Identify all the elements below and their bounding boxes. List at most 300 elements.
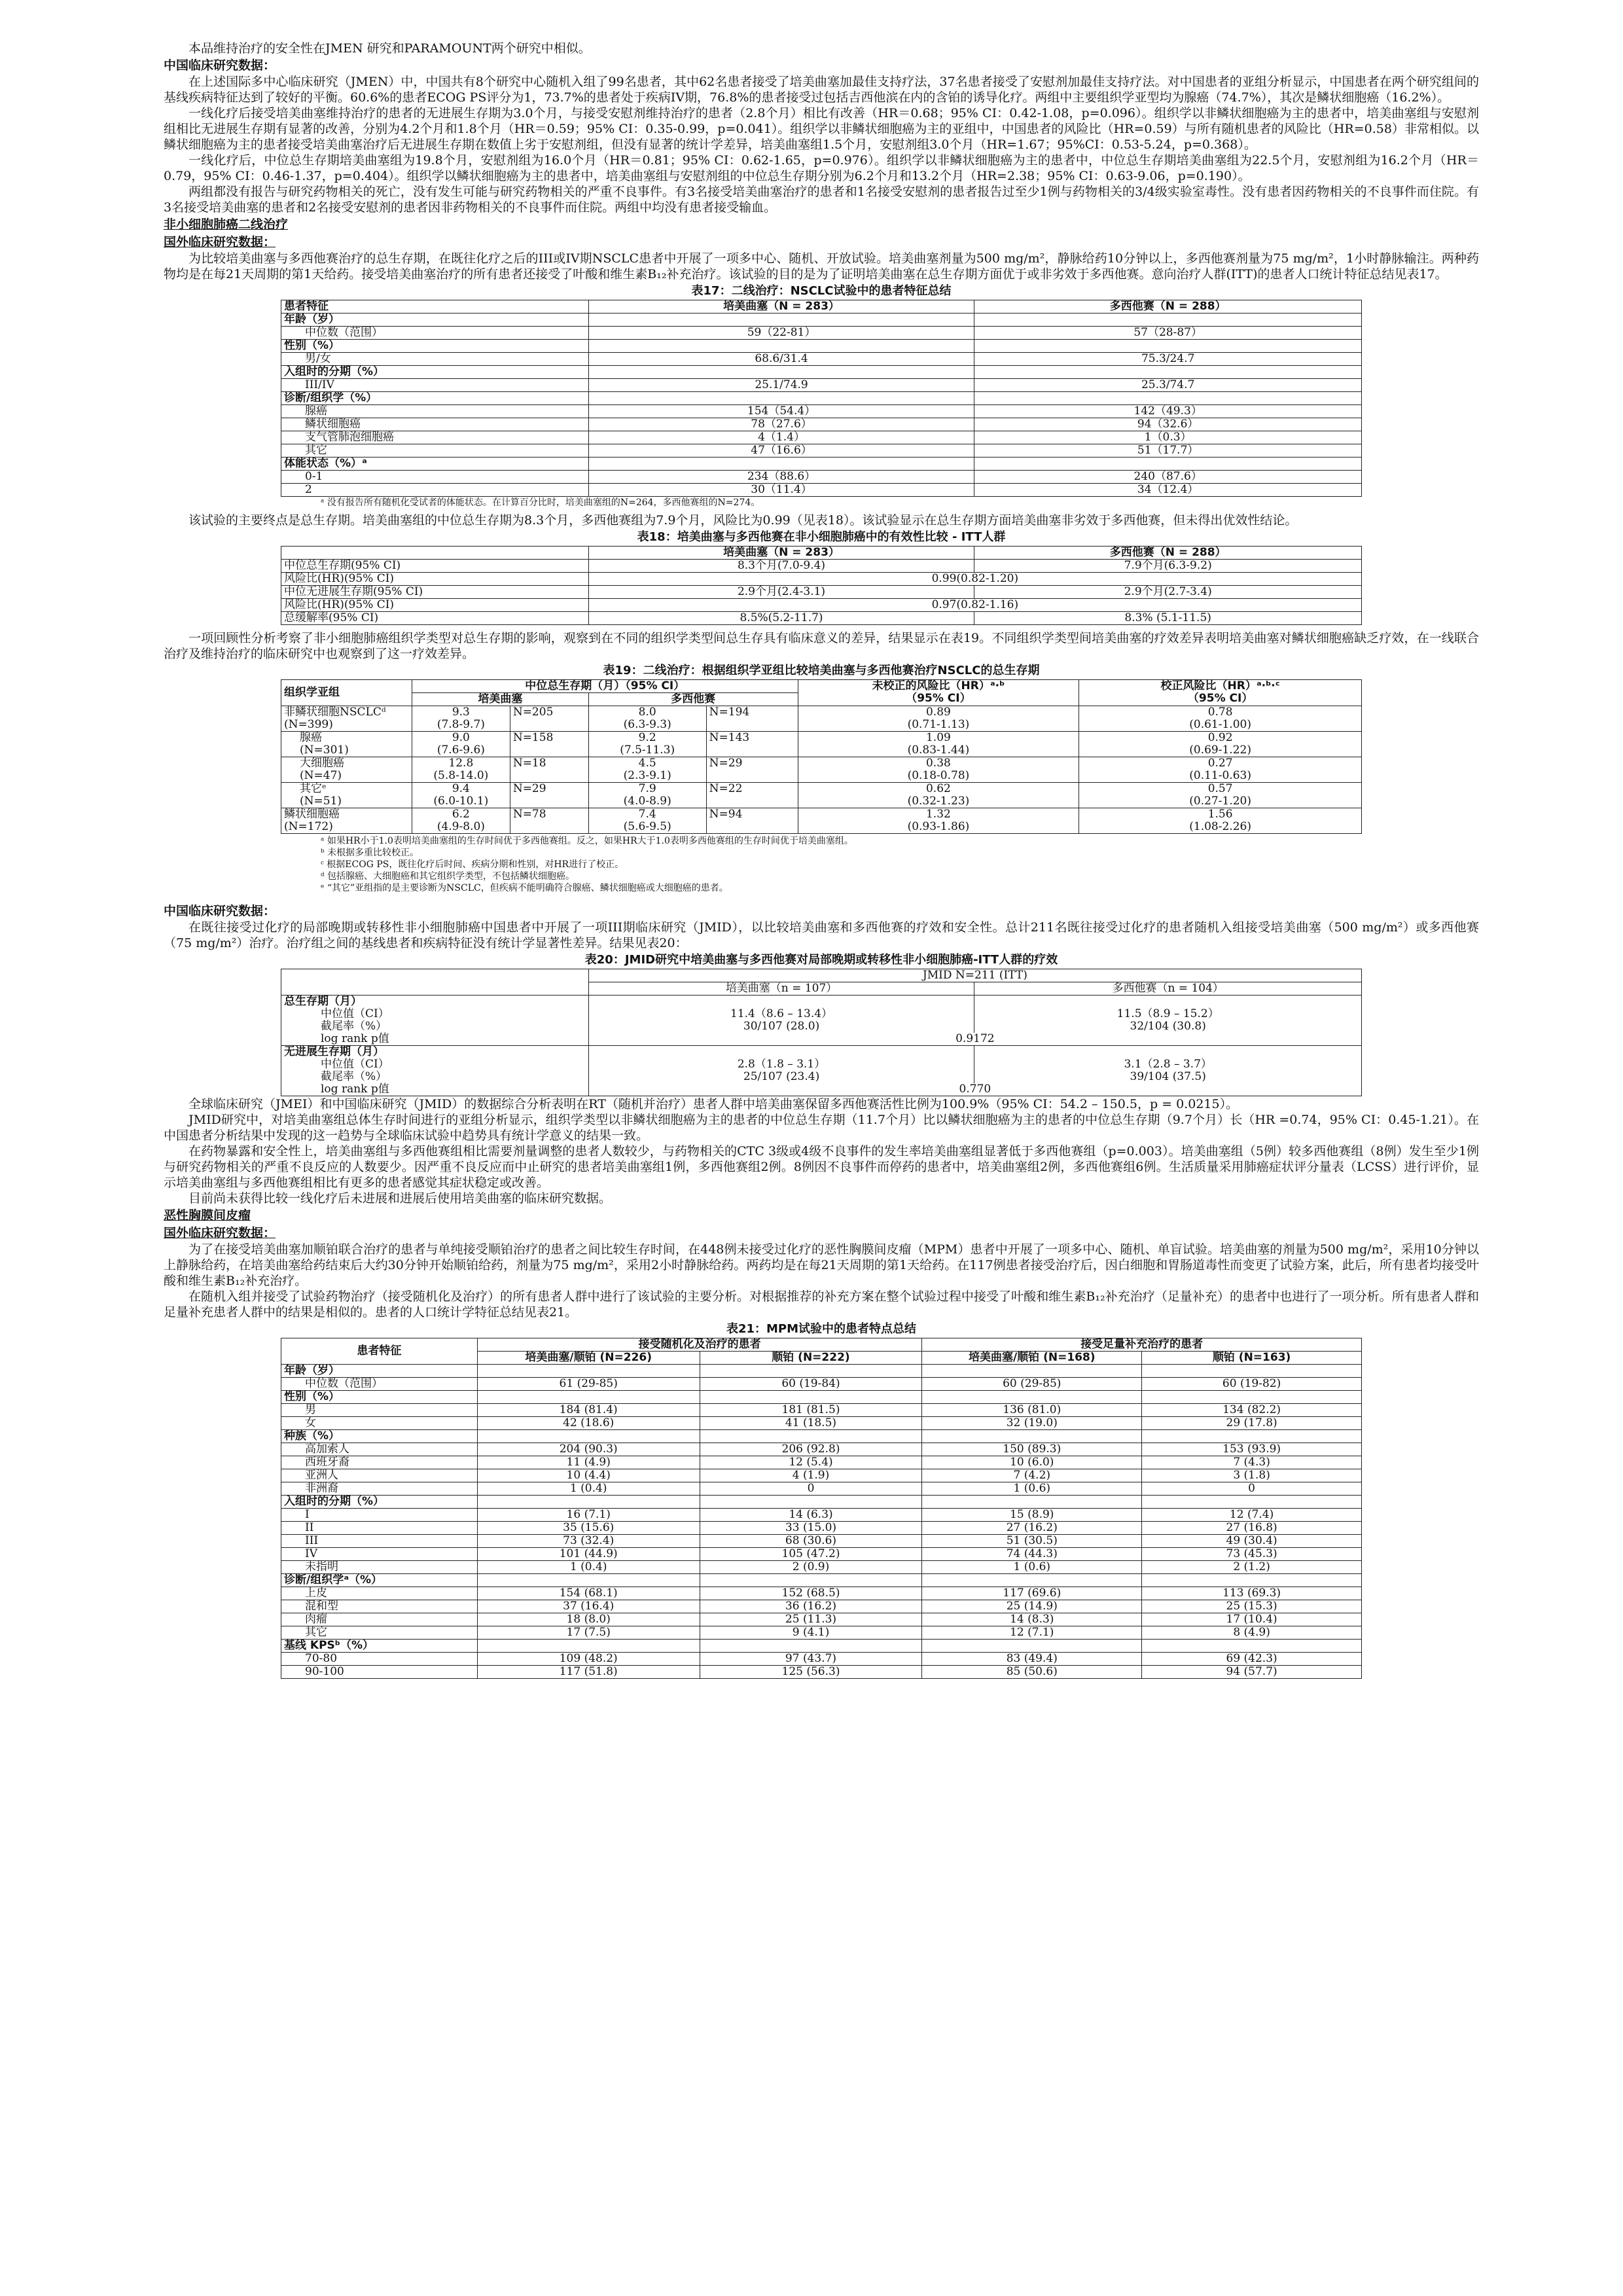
table17-pemetrexed-value: 4（1.4） (588, 431, 974, 444)
table-row (281, 757, 1362, 783)
table19-adjusted-hr: 1.56 (1.08-2.26) (1079, 808, 1362, 834)
table17-header-cell: 患者特征 (281, 300, 589, 314)
table21-row-label: 女 (281, 1417, 478, 1430)
table20-os-title: 总生存期（月） (281, 996, 589, 1009)
table21-value: 15 (8.9) (922, 1509, 1142, 1522)
table21-value: 134 (82.2) (1142, 1404, 1362, 1417)
table21-value: 3 (1.8) (1142, 1469, 1362, 1482)
table21-value: 4 (1.9) (700, 1469, 922, 1482)
table19-subgroup-label: 大细胞癌 (N=47) (281, 757, 412, 783)
table19-header-adjusted: 校正风险比（HR）ᵃ·ᵇ·ᶜ （95% CI） (1079, 680, 1362, 706)
table21-value: 61 (29-85) (477, 1378, 700, 1391)
table19-docetaxel-median: 7.4 (5.6-9.5) (588, 808, 706, 834)
heading-nsclc-second-line: 非小细胞肺癌二线治疗 (164, 217, 289, 232)
table21-value: 136 (81.0) (922, 1404, 1142, 1417)
table17-pemetrexed-value: 47（16.6） (588, 444, 974, 457)
table21-header-col: 顺铂 (N=163) (1142, 1352, 1362, 1365)
table-row (281, 573, 1362, 586)
china-data-paragraph: 两组都没有报告与研究药物相关的死亡，没有发生可能与研究药物相关的严重不良事件。有3名接受培美曲塞治疗的患者和1名接受安慰剂的患者报告过至少1例与药物相关的3/4级实验室毒性。没有患者因药物相关的不良事件而住院。有3名接受培美曲塞的患者和2名接受安慰剂的患者因非药物相关的不良事件而住院。两组中均没有患者接受输血。 (164, 185, 1479, 215)
table21-value (700, 1391, 922, 1404)
mpm-paragraph: 在随机入组并接受了试验药物治疗（接受随机化及治疗）的所有患者人群中进行了该试验的主要分析。对根据推荐的补充方案在整个试验过程中接受了叶酸和维生素B₁₂补充治疗（足量补充）的患者中也进行了一项分析。所有患者人群和足量补充患者人群中的结果是相似的。患者的人口统计学特征总结见表21。 (164, 1289, 1479, 1319)
table-row (281, 612, 1362, 625)
table21-value: 27 (16.8) (1142, 1522, 1362, 1535)
table17-docetaxel-value: 57（28-87） (974, 327, 1362, 340)
table17-pemetrexed-value (588, 392, 974, 405)
table21-header-randomized: 接受随机化及治疗的患者 (477, 1338, 922, 1352)
table21-value: 35 (15.6) (477, 1522, 700, 1535)
table21-section-label: 年龄（岁） (281, 1365, 478, 1378)
table21-value: 0 (700, 1482, 922, 1496)
table17-row-label: 其它 (281, 444, 589, 457)
table17-row-label: 中位数（范围） (281, 327, 589, 340)
jmid-discussion-paragraph: 目前尚未获得比较一线化疗后未进展和进展后使用培美曲塞的临床研究数据。 (188, 1191, 612, 1206)
table17-docetaxel-value (974, 392, 1362, 405)
table18-hazard-ratio: 0.99(0.82-1.20) (588, 573, 1361, 586)
table19-footnotes (164, 835, 1479, 894)
table-row (281, 1404, 1362, 1417)
table18-docetaxel-value: 2.9个月(2.7-3.4) (974, 586, 1362, 599)
table21-value: 33 (15.0) (700, 1522, 922, 1535)
table21-value: 73 (32.4) (477, 1535, 700, 1548)
table-row (281, 1482, 1362, 1496)
table21-value: 14 (8.3) (922, 1613, 1142, 1626)
table21-value: 109 (48.2) (477, 1653, 700, 1666)
jmid-discussion-paragraph: JMID研究中，对培美曲塞组总体生存时间进行的亚组分析显示，组织学类型以非鳞状细胞癌为主的患者的中位总生存期（11.7个月）比以鳞状细胞癌为主的患者的中位总生存期（9.7个月）长（HR =0.74，95% CI：0.45-1.21）。在中国患者分析结果中发现的这一趋势与全球临床试验中趋势具有统计学意义的结果一致。 (164, 1113, 1479, 1143)
table20-os-p-label: log rank p值 (281, 1033, 589, 1046)
table21-value (1142, 1496, 1362, 1509)
table21-value: 2 (1.2) (1142, 1561, 1362, 1574)
table17-followup-paragraph: 该试验的主要终点是总生存期。培美曲塞组的中位总生存期为8.3个月，多西他赛组为7.9个月，风险比为0.99（见表18）。该试验显示在总生存期方面培美曲塞非劣效于多西他赛，但未得出优效性结论。 (188, 513, 1298, 528)
table21-value (477, 1496, 700, 1509)
table21-value: 12 (7.4) (1142, 1509, 1362, 1522)
table21-value: 117 (69.6) (922, 1587, 1142, 1600)
table21-value: 10 (4.4) (477, 1469, 700, 1482)
table17-pemetrexed-value: 78（27.6） (588, 418, 974, 431)
table21-header-characteristic: 患者特征 (281, 1338, 478, 1365)
table21-value (922, 1365, 1142, 1378)
table21-value (700, 1640, 922, 1653)
table17 (281, 300, 1362, 497)
table-row (281, 340, 1362, 353)
table20-header-jmid: JMID N=211 (ITT) (588, 969, 1361, 982)
table18-caption: 表18：培美曲塞与多西他赛在非小细胞肺癌中的有效性比较 - ITT人群 (637, 530, 1006, 544)
table21-value: 60 (19-82) (1142, 1378, 1362, 1391)
table19-header-pemetrexed: 培美曲塞 (412, 693, 588, 706)
table17-pemetrexed-value (588, 340, 974, 353)
table19-docetaxel-n: N=94 (706, 808, 798, 834)
table-row (281, 599, 1362, 612)
table-row (281, 732, 1362, 757)
table19-footnote: ᵈ 包括腺癌、大细胞癌和其它组织学类型，不包括鳞状细胞癌。 (321, 871, 575, 882)
table21-row-label: IV (281, 1548, 478, 1561)
table-row (281, 1613, 1362, 1626)
table21-value: 60 (29-85) (922, 1378, 1142, 1391)
table19-subgroup-label: 非鳞状细胞NSCLCᵈ (N=399) (281, 706, 412, 732)
table-row (281, 1417, 1362, 1430)
table-row (281, 1456, 1362, 1469)
table21-value: 7 (4.3) (1142, 1456, 1362, 1469)
china-data-paragraph: 一线化疗后接受培美曲塞维持治疗的患者的无进展生存期为3.0个月，与接受安慰剂维持治疗的患者（2.8个月）相比有改善（HR＝0.68；95% CI：0.42-1.08，p=0.096）。组织学以非鳞状细胞癌为主的患者中，培美曲塞组与安慰剂组相比无进展生存期有显著的改善，分别为4.2个月和1.8个月（HR＝0.59；95% CI：0.35-0.99，p=0.041）。组织学以非鳞状细胞癌为主的亚组中，中国患者的风险比（HR=0.59）与所有随机患者的风险比（HR=0.58）非常相似。以鳞状细胞癌为主的患者接受培美曲塞治疗后无进展生存期在数值上劣于安慰剂组，但没有显著的统计学差异，培美曲塞组1.5个月，安慰剂组3.0个月（HR=1.67；95%CI：0.53-5.24，p=0.368）。 (164, 106, 1479, 152)
table21-section-label: 入组时的分期（%） (281, 1496, 478, 1509)
table21-value: 125 (56.3) (700, 1666, 922, 1679)
table-row (281, 1469, 1362, 1482)
table21-row-label: 中位数（范围） (281, 1378, 478, 1391)
table21-value: 11 (4.9) (477, 1456, 700, 1469)
table21-value (1142, 1640, 1362, 1653)
table21-value: 83 (49.4) (922, 1653, 1142, 1666)
jmid-discussion-paragraph: 全球临床研究（JMEI）和中国临床研究（JMID）的数据综合分析表明在RT（随机并治疗）患者人群中培美曲塞保留多西他赛活性比例为100.9%（95% CI：54.2 – 150.5，p = 0.0215）。 (188, 1097, 1239, 1111)
table19-subgroup-label: 其它ᵉ (N=51) (281, 783, 412, 808)
table21-value (922, 1430, 1142, 1443)
table-row (281, 1600, 1362, 1613)
table17-caption: 表17：二线治疗：NSCLC试验中的患者特征总结 (691, 284, 952, 298)
table21-section-label: 基线 KPSᵇ（%） (281, 1640, 478, 1653)
table-row (281, 1653, 1362, 1666)
table19-unadjusted-hr: 0.38 (0.18-0.78) (798, 757, 1079, 783)
table19-unadjusted-hr: 1.09 (0.83-1.44) (798, 732, 1079, 757)
table17-section-label: 体能状态（%）ᵃ (281, 457, 589, 471)
table19-pemetrexed-median: 9.4 (6.0-10.1) (412, 783, 510, 808)
table21-value (700, 1574, 922, 1587)
table-row (281, 1391, 1362, 1404)
table21-value (477, 1574, 700, 1587)
table21-value: 1 (0.4) (477, 1482, 700, 1496)
table17-docetaxel-value (974, 340, 1362, 353)
table19-docetaxel-median: 8.0 (6.3-9.3) (588, 706, 706, 732)
table21-value: 10 (6.0) (922, 1456, 1142, 1469)
table20-pfs-p-label: log rank p值 (281, 1083, 589, 1096)
table21-value: 97 (43.7) (700, 1653, 922, 1666)
table21-value: 18 (8.0) (477, 1613, 700, 1626)
table20-os-pem-censor: 30/107 (28.0) (588, 1020, 974, 1033)
table17-pemetrexed-value (588, 457, 974, 471)
table17-docetaxel-value: 34（12.4） (974, 484, 1362, 497)
table-row (281, 1548, 1362, 1561)
mpm-paragraph: 为了在接受培美曲塞加顺铂联合治疗的患者与单纯接受顺铂治疗的患者之间比较生存时间，在448例未接受过化疗的恶性胸膜间皮瘤（MPM）患者中开展了一项多中心、随机、单盲试验。培美曲塞的剂量为500 mg/m²，采用10分钟以上静脉给药，在培美曲塞给药结束后大约30分钟开始顺铂给药，剂量为75 mg/m²，采用2小时静脉给药。两药均是在每21天周期的第1天给药。在117例患者接受治疗后，因白细胞和胃肠道毒性而变更了试验方案，此后，所有患者均接受叶酸和维生素B₁₂补充治疗。 (164, 1242, 1479, 1288)
table21-value: 94 (57.7) (1142, 1666, 1362, 1679)
table19-footnote: ᵉ “其它”亚组指的是主要诊断为NSCLC，但疾病不能明确符合腺癌、鳞状细胞癌或大细胞癌的患者。 (321, 883, 728, 893)
table21-value: 37 (16.4) (477, 1600, 700, 1613)
table-row (281, 586, 1362, 599)
table20-os-p-value: 0.9172 (588, 1033, 1361, 1046)
table-row (281, 808, 1362, 834)
table17-row-label: 男/女 (281, 353, 589, 366)
table-row (281, 1535, 1362, 1548)
table19-adjusted-hr: 0.57 (0.27-1.20) (1079, 783, 1362, 808)
table21-row-label: I (281, 1509, 478, 1522)
table-row (281, 1496, 1362, 1509)
table21-row-label: 非洲裔 (281, 1482, 478, 1496)
table21-value: 27 (16.2) (922, 1522, 1142, 1535)
table19-footnote: ᵇ 未根据多重比较校正。 (321, 848, 419, 858)
table19-pemetrexed-median: 9.0 (7.6-9.6) (412, 732, 510, 757)
table21-row-label: III (281, 1535, 478, 1548)
table18-pemetrexed-value: 2.9个月(2.4-3.1) (588, 586, 974, 599)
table17-pemetrexed-value (588, 366, 974, 379)
table17-section-label: 性别（%） (281, 340, 589, 353)
table21-value: 9 (4.1) (700, 1626, 922, 1640)
table18-hazard-ratio: 0.97(0.82-1.16) (588, 599, 1361, 612)
table18-row-label: 中位总生存期(95% CI) (281, 560, 589, 573)
table21-row-label: 70-80 (281, 1653, 478, 1666)
table19-docetaxel-median: 7.9 (4.0-8.9) (588, 783, 706, 808)
table-row (281, 1574, 1362, 1587)
table21-value: 74 (44.3) (922, 1548, 1142, 1561)
table-row (281, 418, 1362, 431)
table19-adjusted-hr: 0.27 (0.11-0.63) (1079, 757, 1362, 783)
china-data-paragraph: 一线化疗后，中位总生存期培美曲塞组为19.8个月，安慰剂组为16.0个月（HR＝0.81；95% CI：0.62-1.65，p=0.976）。组织学以非鳞状细胞癌为主的患者中，中位总生存期培美曲塞组为22.5个月，安慰剂组为16.2个月（HR＝0.79，95% CI：0.46-1.37，p=0.404）。组织学以鳞状细胞癌为主的患者中，培美曲塞组与安慰剂组的中位总生存期分别为6.2个月和13.2个月（HR=2.38；95% CI：0.63-9.06，p=0.190）。 (164, 153, 1479, 183)
table18-pemetrexed-value: 8.5%(5.2-11.7) (588, 612, 974, 625)
table21-value (922, 1496, 1142, 1509)
table21-value: 154 (68.1) (477, 1587, 700, 1600)
table21 (281, 1338, 1362, 1679)
table17-section-label: 年龄（岁） (281, 314, 589, 327)
table17-docetaxel-value: 240（87.6） (974, 471, 1362, 484)
table21-section-label: 种族（%） (281, 1430, 478, 1443)
table21-value: 204 (90.3) (477, 1443, 700, 1456)
table19-pemetrexed-median: 12.8 (5.8-14.0) (412, 757, 510, 783)
table21-value: 1 (0.6) (922, 1482, 1142, 1496)
jmid-paragraph: 在既往接受过化疗的局部晚期或转移性非小细胞肺癌中国患者中开展了一项III期临床研究（JMID），以比较培美曲塞和多西他赛的疗效和安全性。总计211名既往接受过化疗的患者随机入组接受培美曲塞（500 mg/m²）或多西他赛（75 mg/m²）治疗。治疗组之间的基线患者和疾病特征没有统计学显著性差异。结果见表20： (164, 920, 1479, 950)
table20-pfs-title: 无进展生存期（月） (281, 1046, 589, 1059)
table19-subgroup-label: 腺癌 (N=301) (281, 732, 412, 757)
table17-row-label: 鳞状细胞癌 (281, 418, 589, 431)
table21-row-label: 男 (281, 1404, 478, 1417)
table21-value: 206 (92.8) (700, 1443, 922, 1456)
table21-header-col: 顺铂 (N=222) (700, 1352, 922, 1365)
table18-docetaxel-value: 7.9个月(6.3-9.2) (974, 560, 1362, 573)
table17-header-cell: 培美曲塞（N = 283） (588, 300, 974, 314)
table17-docetaxel-value: 94（32.6） (974, 418, 1362, 431)
table21-row-label: 上皮 (281, 1587, 478, 1600)
table-row (281, 392, 1362, 405)
table-row (281, 1430, 1362, 1443)
heading-mpm: 恶性胸膜间皮瘤 (164, 1208, 251, 1223)
table18-row-label: 风险比(HR)(95% CI) (281, 599, 589, 612)
table21-value (700, 1496, 922, 1509)
table20-empty-corner (281, 969, 589, 996)
table21-value (922, 1640, 1142, 1653)
table19-docetaxel-n: N=143 (706, 732, 798, 757)
table21-caption: 表21：MPM试验中的患者特点总结 (726, 1322, 917, 1336)
table17-docetaxel-value: 142（49.3） (974, 405, 1362, 418)
table17-section-label: 诊断/组织学（%） (281, 392, 589, 405)
table17-docetaxel-value: 51（17.7） (974, 444, 1362, 457)
table21-value: 181 (81.5) (700, 1404, 922, 1417)
table17-docetaxel-value (974, 457, 1362, 471)
table20-os-median-label: 中位值（CI） (281, 1008, 589, 1020)
table21-value (477, 1430, 700, 1443)
table-row (281, 353, 1362, 366)
table18-row-label: 总缓解率(95% CI) (281, 612, 589, 625)
table-row (281, 405, 1362, 418)
table21-value: 12 (5.4) (700, 1456, 922, 1469)
table19-docetaxel-n: N=29 (706, 757, 798, 783)
table18-pemetrexed-value: 8.3个月(7.0-9.4) (588, 560, 974, 573)
table21-value: 17 (7.5) (477, 1626, 700, 1640)
heading-international-data-2: 国外临床研究数据： (164, 1226, 276, 1240)
table19-adjusted-hr: 0.78 (0.61-1.00) (1079, 706, 1362, 732)
table19-pemetrexed-n: N=78 (510, 808, 588, 834)
table-row (281, 431, 1362, 444)
table21-value: 7 (4.2) (922, 1469, 1142, 1482)
table20-header-docetaxel: 多西他赛（n = 104） (974, 982, 1362, 996)
table18-row-label: 风险比(HR)(95% CI) (281, 573, 589, 586)
heading-china-data-2: 中国临床研究数据： (164, 904, 276, 918)
table-row (281, 1587, 1362, 1600)
table21-row-label: 高加索人 (281, 1443, 478, 1456)
table19-pemetrexed-median: 6.2 (4.9-8.0) (412, 808, 510, 834)
table20-caption: 表20：JMID研究中培美曲塞与多西他赛对局部晚期或转移性非小细胞肺癌-ITT人群的疗效 (584, 953, 1058, 967)
table21-value: 85 (50.6) (922, 1666, 1142, 1679)
table20-os-pem-median: 11.4（8.6 – 13.4） (588, 1008, 974, 1020)
table21-value: 2 (0.9) (700, 1561, 922, 1574)
table17-header-cell: 多西他赛（N = 288） (974, 300, 1362, 314)
table-row (281, 1626, 1362, 1640)
table21-value (1142, 1391, 1362, 1404)
table18-header-cell (281, 547, 589, 560)
table-row (281, 1640, 1362, 1653)
table21-value (922, 1574, 1142, 1587)
table20-os-doc-median: 11.5（8.9 – 15.2） (974, 1008, 1362, 1020)
table17-pemetrexed-value: 25.1/74.9 (588, 379, 974, 392)
table-row (281, 379, 1362, 392)
china-data-paragraph: 在上述国际多中心临床研究（JMEN）中，中国共有8个研究中心随机入组了99名患者，其中62名患者接受了培美曲塞加最佳支持疗法，37名患者接受了安慰剂加最佳支持疗法。对中国患者的亚组分析显示，中国患者在两个研究组间的基线疾病特征达到了较好的平衡。60.6%的患者ECOG PS评分为1，73.7%的患者处于疾病IV期，76.8%的患者接受过包括吉西他滨在内的含铂的诱导化疗。两组中主要组织学亚型均为腺癌（74.7%），其次是鳞状细胞癌（16.2%）。 (164, 75, 1479, 105)
table20-pfs-median-label: 中位值（CI） (281, 1058, 589, 1071)
table21-value: 69 (42.3) (1142, 1653, 1362, 1666)
table-row (281, 1443, 1362, 1456)
nsclc-trial-paragraph: 为比较培美曲塞与多西他赛治疗的总生存期，在既往化疗之后的III或IV期NSCLC患者中开展了一项多中心、随机、开放试验。培美曲塞剂量为500 mg/m²，静脉给药10分钟以上，多西他赛剂量为75 mg/m²，1小时静脉输注。两种药物均是在每21天周期的第1天给药。接受培美曲塞治疗的所有患者还接受了叶酸和维生素B₁₂补充治疗。该试验的目的是为了证明培美曲塞在总生存期方面优于或非劣效于多西他赛。意向治疗人群(ITT)的患者人口统计特征总结见表17。 (164, 251, 1479, 281)
table21-row-label: 西班牙裔 (281, 1456, 478, 1469)
table19-footnote: ᶜ 根据ECOG PS，既往化疗后时间、疾病分期和性别，对HR进行了校正。 (321, 859, 624, 870)
table21-value: 25 (14.9) (922, 1600, 1142, 1613)
table21-row-label: 未指明 (281, 1561, 478, 1574)
table17-pemetrexed-value (588, 314, 974, 327)
jmid-discussion-paragraphs (164, 1096, 1479, 1206)
table19-subgroup-label: 鳞状细胞癌 (N=172) (281, 808, 412, 834)
table18-header-cell: 多西他赛（N = 288） (974, 547, 1362, 560)
table19-adjusted-hr: 0.92 (0.69-1.22) (1079, 732, 1362, 757)
table-row (281, 314, 1362, 327)
table18-docetaxel-value: 8.3% (5.1-11.5) (974, 612, 1362, 625)
table19-unadjusted-hr: 0.89 (0.71-1.13) (798, 706, 1079, 732)
table21-value: 12 (7.1) (922, 1626, 1142, 1640)
table19-header-group: 组织学亚组 (281, 680, 412, 706)
table21-row-label: 肉瘤 (281, 1613, 478, 1626)
jmid-discussion-paragraph: 在药物暴露和安全性上，培美曲塞组与多西他赛组相比需要剂量调整的患者人数较少，与药物相关的CTC 3级或4级不良事件的发生率培美曲塞组显著低于多西他赛组（p=0.003）。培美曲塞组（5例）较多西他赛组（8例）发生至少1例与研究药物相关的严重不良反应的人数要少。因严重不良反应而中止研究的患者培美曲塞组1例，多西他赛组2例。8例因不良事件而停药的患者中，培美曲塞组2例，多西他赛组6例。生活质量采用肺癌症状评分量表（LCSS）进行评价，显示培美曲塞组与多西他赛组相比有更多的患者感觉其症状稳定或改善。 (164, 1144, 1479, 1190)
table21-row-label: 其它 (281, 1626, 478, 1640)
table17-pemetrexed-value: 59（22-81） (588, 327, 974, 340)
table21-value (1142, 1574, 1362, 1587)
table17-docetaxel-value: 1（0.3） (974, 431, 1362, 444)
table20-header-pemetrexed: 培美曲塞（n = 107） (588, 982, 974, 996)
table21-value: 32 (19.0) (922, 1417, 1142, 1430)
table21-row-label: 90-100 (281, 1666, 478, 1679)
table21-header-col: 培美曲塞/顺铂 (N=226) (477, 1352, 700, 1365)
table-row (281, 706, 1362, 732)
table21-value (477, 1391, 700, 1404)
table21-value: 117 (51.8) (477, 1666, 700, 1679)
table-row (281, 457, 1362, 471)
table17-docetaxel-value (974, 314, 1362, 327)
table20-pfs-pem-median: 2.8（1.8 – 3.1） (588, 1058, 974, 1071)
table21-header-col: 培美曲塞/顺铂 (N=168) (922, 1352, 1142, 1365)
table18 (281, 546, 1362, 625)
table21-value (477, 1640, 700, 1653)
table17-pemetrexed-value: 30（11.4） (588, 484, 974, 497)
table17-pemetrexed-value: 234（88.6） (588, 471, 974, 484)
table21-value (700, 1365, 922, 1378)
table20-pfs-doc-censor: 39/104 (37.5) (974, 1071, 1362, 1083)
table21-value: 1 (0.4) (477, 1561, 700, 1574)
table21-value: 153 (93.9) (1142, 1443, 1362, 1456)
table19 (281, 679, 1362, 834)
table21-value: 49 (30.4) (1142, 1535, 1362, 1548)
table18-followup-paragraph: 一项回顾性分析考察了非小细胞肺癌组织学类型对总生存期的影响，观察到在不同的组织学类型间总生存具有临床意义的差异，结果显示在表19。不同组织学类型间培美曲塞的疗效差异表明培美曲塞对鳞状细胞癌缺乏疗效，在一线联合治疗及维持治疗的临床研究中也观察到了这一疗效差异。 (164, 631, 1479, 661)
table19-header-unadjusted: 未校正的风险比（HR）ᵃ·ᵇ （95% CI） (798, 680, 1079, 706)
table-row (281, 444, 1362, 457)
table21-value (1142, 1430, 1362, 1443)
table19-pemetrexed-n: N=158 (510, 732, 588, 757)
table21-row-label: 混和型 (281, 1600, 478, 1613)
table17-docetaxel-value: 25.3/74.7 (974, 379, 1362, 392)
table19-caption: 表19：二线治疗：根据组织学亚组比较培美曲塞与多西他赛治疗NSCLC的总生存期 (603, 664, 1040, 677)
table21-value: 16 (7.1) (477, 1509, 700, 1522)
table17-row-label: 腺癌 (281, 405, 589, 418)
table21-value: 42 (18.6) (477, 1417, 700, 1430)
table-row (281, 484, 1362, 497)
table-row (281, 783, 1362, 808)
table21-value: 184 (81.4) (477, 1404, 700, 1417)
mpm-paragraphs (164, 1242, 1479, 1320)
table21-value: 14 (6.3) (700, 1509, 922, 1522)
table19-unadjusted-hr: 1.32 (0.93-1.86) (798, 808, 1079, 834)
intro-paragraph: 本品维持治疗的安全性在JMEN 研究和PARAMOUNT两个研究中相似。 (188, 41, 591, 56)
table21-row-label: 亚洲人 (281, 1469, 478, 1482)
table19-docetaxel-n: N=194 (706, 706, 798, 732)
table21-value: 60 (19-84) (700, 1378, 922, 1391)
table-row (281, 560, 1362, 573)
table-row (281, 1666, 1362, 1679)
table18-row-label: 中位无进展生存期(95% CI) (281, 586, 589, 599)
table21-value: 150 (89.3) (922, 1443, 1142, 1456)
table-row (281, 1509, 1362, 1522)
table21-section-label: 性别（%） (281, 1391, 478, 1404)
table19-header-median: 中位总生存期（月）（95% CI） (412, 680, 798, 693)
table20-pfs-pem-censor: 25/107 (23.4) (588, 1071, 974, 1083)
table21-section-label: 诊断/组织学ᵃ（%） (281, 1574, 478, 1587)
table20-pfs-p-value: 0.770 (588, 1083, 1361, 1096)
table19-pemetrexed-median: 9.3 (7.8-9.7) (412, 706, 510, 732)
table21-value: 51 (30.5) (922, 1535, 1142, 1548)
table21-value: 1 (0.6) (922, 1561, 1142, 1574)
heading-international-data: 国外临床研究数据： (164, 235, 276, 249)
table19-pemetrexed-n: N=29 (510, 783, 588, 808)
table-row (281, 327, 1362, 340)
table21-value: 73 (45.3) (1142, 1548, 1362, 1561)
table21-value: 36 (16.2) (700, 1600, 922, 1613)
table21-value: 68 (30.6) (700, 1535, 922, 1548)
table-row (281, 1522, 1362, 1535)
table21-value: 17 (10.4) (1142, 1613, 1362, 1626)
document-page (164, 41, 1479, 1679)
table-row (281, 366, 1362, 379)
table21-value (477, 1365, 700, 1378)
table21-value (700, 1430, 922, 1443)
table19-pemetrexed-n: N=18 (510, 757, 588, 783)
heading-china-data: 中国临床研究数据： (164, 58, 276, 73)
table17-pemetrexed-value: 68.6/31.4 (588, 353, 974, 366)
